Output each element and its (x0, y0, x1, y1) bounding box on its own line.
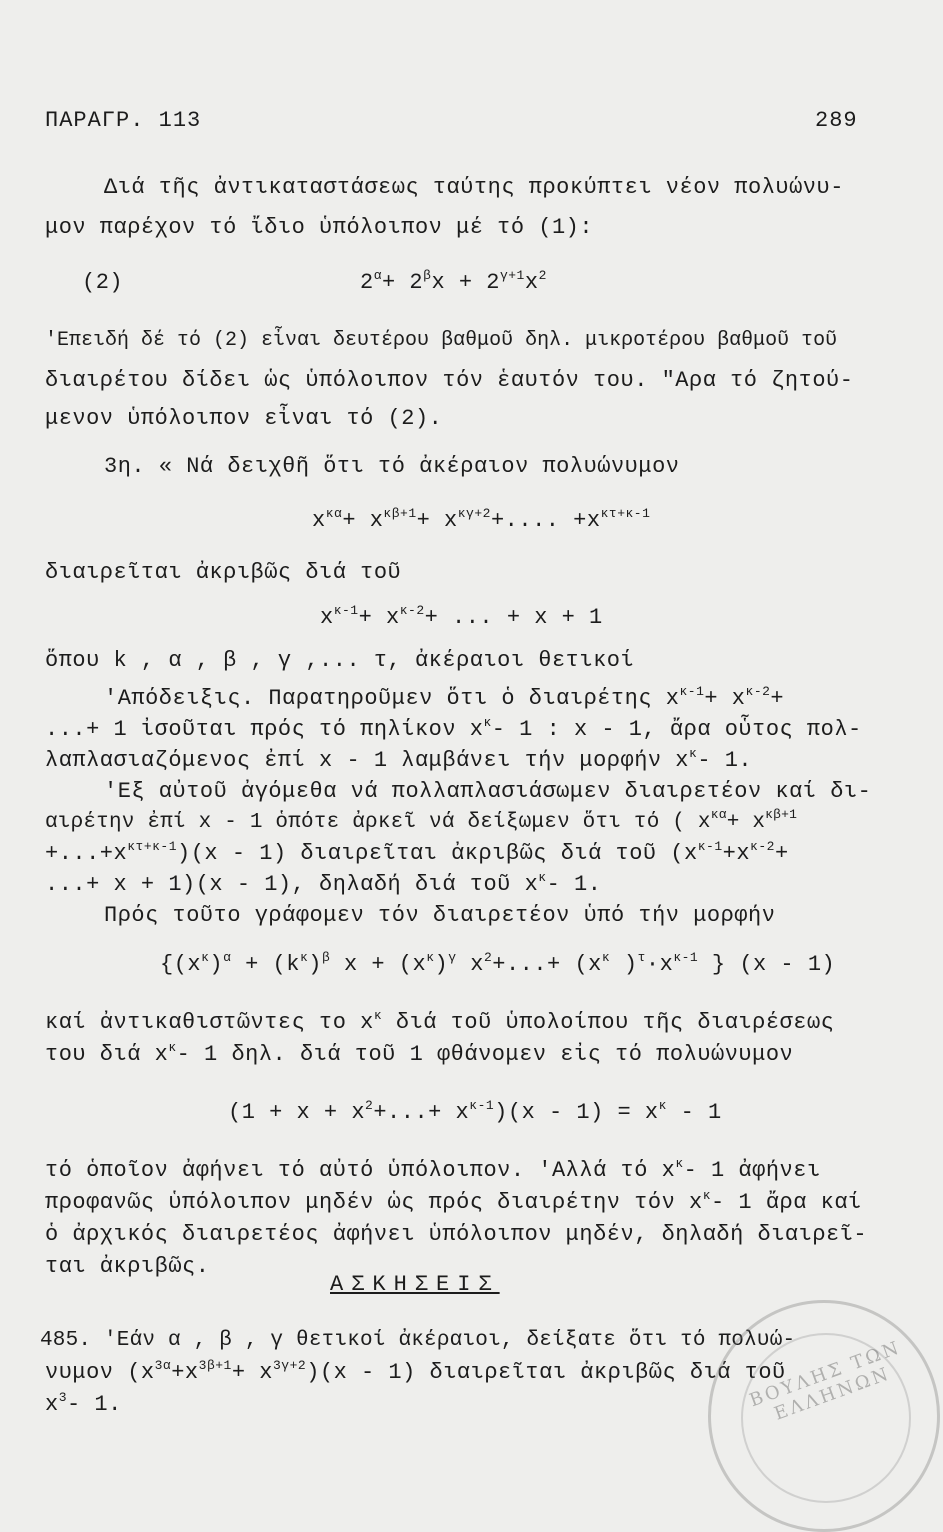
exercise-485-line3: $x^3-$ 1. (45, 1390, 122, 1417)
exercises-heading: ΑΣΚΗΣΕΙΣ (330, 1272, 500, 1297)
exercise-485-line2: νυμον $(x^{3\alpha}+x^{3\beta+1}+ x^{3\gamma+2})(x - 1)$ διαιρεῖται ἀκριβῶς διά τοῦ (45, 1358, 786, 1385)
text-line: προφανῶς ὑπόλοιπον μηδέν ὡς πρός διαιρέτην τόν $x^\kappa-$ 1 ἄρα καί (45, 1188, 862, 1215)
text-line: τό ὁποῖον ἀφήνει τό αὐτό ὑπόλοιπον. 'Αλλά τό $x^\kappa-$ 1 ἀφήνει (45, 1156, 821, 1183)
text-line: διαιρέτου δίδει ὡς ὑπόλοιπον τόν ἑαυτόν του. "Αρα τό ζητού- (45, 368, 854, 393)
text-line: Πρός τοῦτο γράφομεν τόν διαιρετέον ὑπό τήν μορφήν (104, 903, 776, 928)
text-line: ὁ ἀρχικός διαιρετέος ἀφήνει ὑπόλοιπον μηδέν, δηλαδή διαιρεῖ- (45, 1222, 868, 1247)
text-line: μενον ὑπόλοιπον εἶναι τό (2). (45, 406, 443, 431)
text-line: μον παρέχον τό ἴδιο ὑπόλοιπον μέ τό (1): (45, 215, 594, 240)
text-line: λαπλασιαζόμενος ἐπί x - 1 λαμβάνει τήν μορφήν $x^\kappa-$ 1. (45, 746, 753, 773)
equation-label: (2) (82, 270, 124, 295)
page-number: 289 (815, 108, 858, 133)
stamp-text: ΒΟΥΛΗΣ ΤΩΝ ΕΛΛΗΝΩΝ (746, 1336, 905, 1425)
text-line: του διά $x^\kappa-$ 1 δηλ. διά τοῦ 1 φθάνομεν εἰς τό πολυώνυμον (45, 1040, 794, 1067)
section-header: ΠΑΡΑΓΡ. 113 (45, 108, 202, 133)
text-line: αιρέτην ἐπί x - 1 ὁπότε ἀρκεῖ νά δείξωμεν ὅτι τό ( $x^{\kappa\alpha}+ x^{\kappa\beta+1}$ (45, 807, 798, 834)
polynomial-dividend: $x^{\kappa\alpha}+ x^{\kappa\beta+1}+ x^{\kappa\gamma+2}+$.... $+x^{\kappa\tau+\kappa-1}$ (312, 506, 651, 533)
text-line: $+...+x^{\kappa\tau+\kappa-1})(x - 1)$ διαιρεῖται ἀκριβῶς διά τοῦ ($x^{\kappa-1}+x^{\kappa-2}+$ (45, 839, 789, 866)
library-stamp (708, 1300, 940, 1532)
text-line: ...+ x + 1)(x - 1), δηλαδή διά τοῦ $x^\kappa-$ 1. (45, 870, 602, 897)
polynomial-rewritten: {$(x^\kappa)^\alpha + (k^\kappa)^\beta$ $x + (x^\kappa)^\gamma$ $x^2+...+ (x^\kappa$ )$^\tau\cdot x^{\kappa-1}$ } (x - 1) (160, 950, 836, 977)
text-line: 'Εξ αὐτοῦ ἀγόμεθα νά πολλαπλασιάσωμεν διαιρετέον καί δι- (104, 779, 872, 804)
text-line: Διά τῆς ἀντικαταστάσεως ταύτης προκύπτει νέον πολυώνυ- (104, 175, 844, 200)
text-line: διαιρεῖται ἀκριβῶς διά τοῦ (45, 560, 402, 585)
exercise-485: 485. 'Εάν α , β , γ θετικοί ἀκέραιοι, δείξατε ὅτι τό πολυώ- (40, 1329, 796, 1352)
text-line: ὅπου k , α , β , γ ,... τ, ἀκέραιοι θετικοί (45, 648, 635, 673)
text-line: 3η. « Νά δειχθῆ ὅτι τό ἀκέραιον πολυώνυμον (104, 454, 680, 479)
polynomial-divisor: $x^{\kappa-1}+ x^{\kappa-2}+$ ... + x + 1 (320, 603, 603, 630)
text-line: 'Επειδή δέ τό (2) εἶναι δευτέρου βαθμοῦ δηλ. μικροτέρου βαθμοῦ τοῦ (45, 329, 838, 352)
text-line: ...+ 1 ἰσοῦται πρός τό πηλίκον $x^\kappa-$ 1 : x - 1, ἄρα οὗτος πολ- (45, 715, 862, 742)
text-line: ται ἀκριβῶς. (45, 1254, 210, 1279)
text-line: καί ἀντικαθιστῶντες το $x^\kappa$ διά τοῦ ὑπολοίπου τῆς διαιρέσεως (45, 1008, 835, 1035)
equation-2: $2^\alpha+ 2^\beta x + 2^{\gamma+1}x^2$ (360, 268, 547, 295)
text-line: 'Απόδειξις. Παρατηροῦμεν ὅτι ὁ διαιρέτης $x^{\kappa-1}+ x^{\kappa-2}+$ (104, 684, 785, 711)
polynomial-identity: $(1 + x + x^2+...+ x^{\kappa-1})(x - 1) = x^\kappa - 1$ (228, 1098, 722, 1125)
